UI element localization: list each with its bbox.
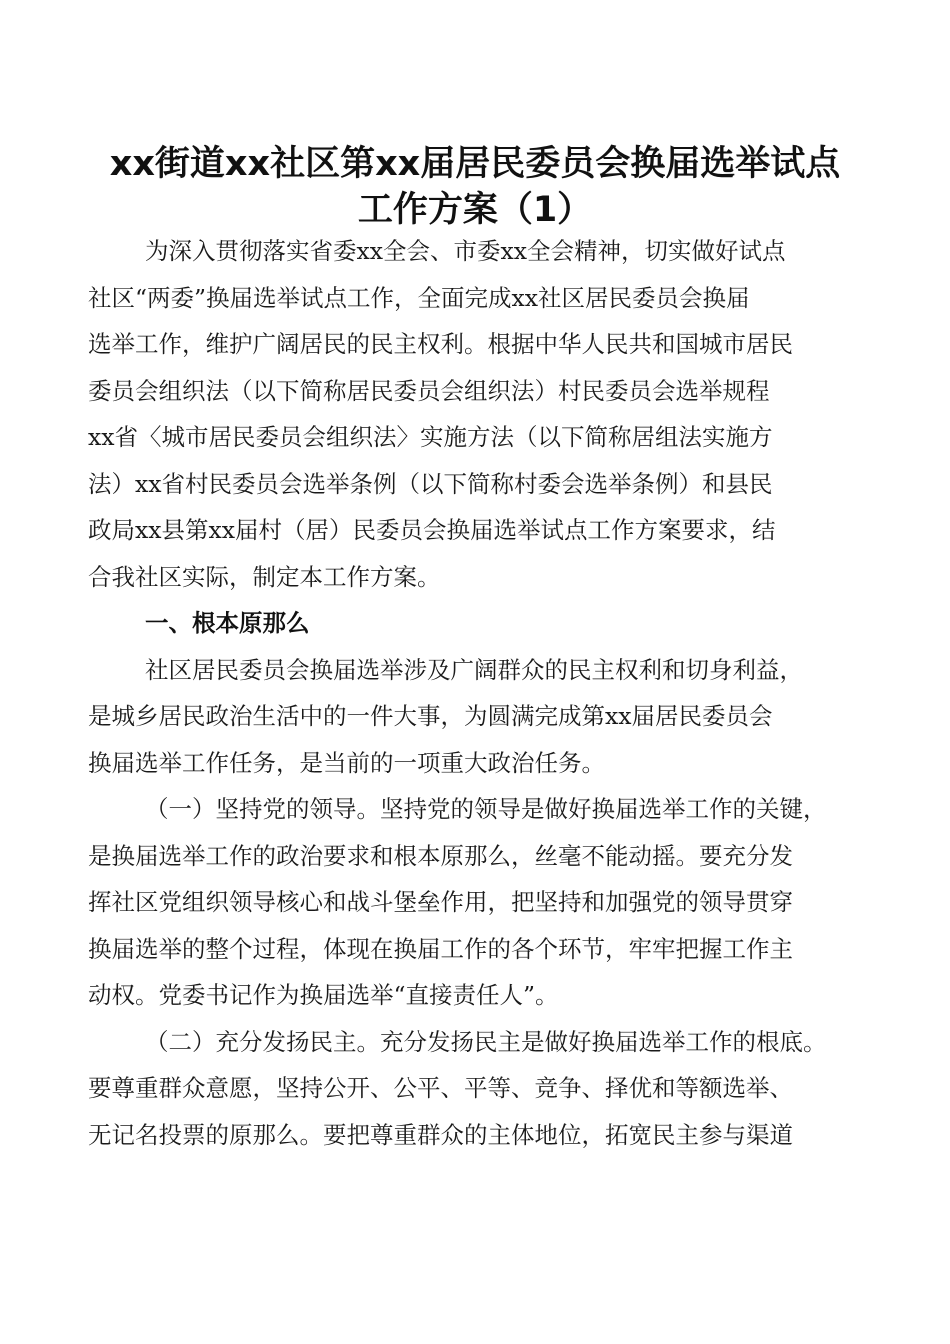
para4-line-1: （二）充分发扬民主。充分发扬民主是做好换届选举工作的根底。 [145,1028,827,1056]
para4-line-3: 无记名投票的原那么。要把尊重群众的主体地位，拓宽民主参与渠道 [88,1121,793,1149]
para1-line-8: 合我社区实际，制定本工作方案。 [88,563,441,591]
para2-line-1: 社区居民委员会换届选举涉及广阔群众的民主权利和切身利益， [145,656,803,684]
section-heading-1: 一、根本原那么 [145,609,310,637]
document-title-line-2: 工作方案（1） [357,190,593,230]
para1-line-6: 法）xx省村民委员会选举条例（以下简称村委会选举条例）和县民 [88,470,773,498]
para1-line-2: 社区“两委”换届选举试点工作，全面完成xx社区居民委员会换届 [88,284,750,312]
para3-line-5: 动权。党委书记作为换届选举“直接责任人”。 [88,981,559,1009]
para1-line-3: 选举工作，维护广阔居民的民主权利。根据中华人民共和国城市居民 [88,330,793,358]
para3-line-1: （一）坚持党的领导。坚持党的领导是做好换届选举工作的关键， [145,795,827,823]
para3-line-4: 换届选举的整个过程，体现在换届工作的各个环节，牢牢把握工作主 [88,935,793,963]
para2-line-3: 换届选举工作任务，是当前的一项重大政治任务。 [88,749,605,777]
document-title-line-1: xx街道xx社区第xx届居民委员会换届选举试点 [109,144,841,184]
para1-line-4: 委员会组织法（以下简称居民委员会组织法）村民委员会选举规程 [88,377,770,405]
para4-line-2: 要尊重群众意愿，坚持公开、公平、平等、竞争、择优和等额选举、 [88,1074,793,1102]
para3-line-2: 是换届选举工作的政治要求和根本原那么，丝毫不能动摇。要充分发 [88,842,793,870]
para1-line-7: 政局xx县第xx届村（居）民委员会换届选举试点工作方案要求，结 [88,516,776,544]
para3-line-3: 挥社区党组织领导核心和战斗堡垒作用，把坚持和加强党的领导贯穿 [88,888,793,916]
para1-line-5: xx省〈城市居民委员会组织法〉实施方法（以下简称居组法实施方 [88,423,773,451]
para1-line-1: 为深入贯彻落实省委xx全会、市委xx全会精神，切实做好试点 [145,237,786,265]
para2-line-2: 是城乡居民政治生活中的一件大事，为圆满完成第xx届居民委员会 [88,702,773,730]
